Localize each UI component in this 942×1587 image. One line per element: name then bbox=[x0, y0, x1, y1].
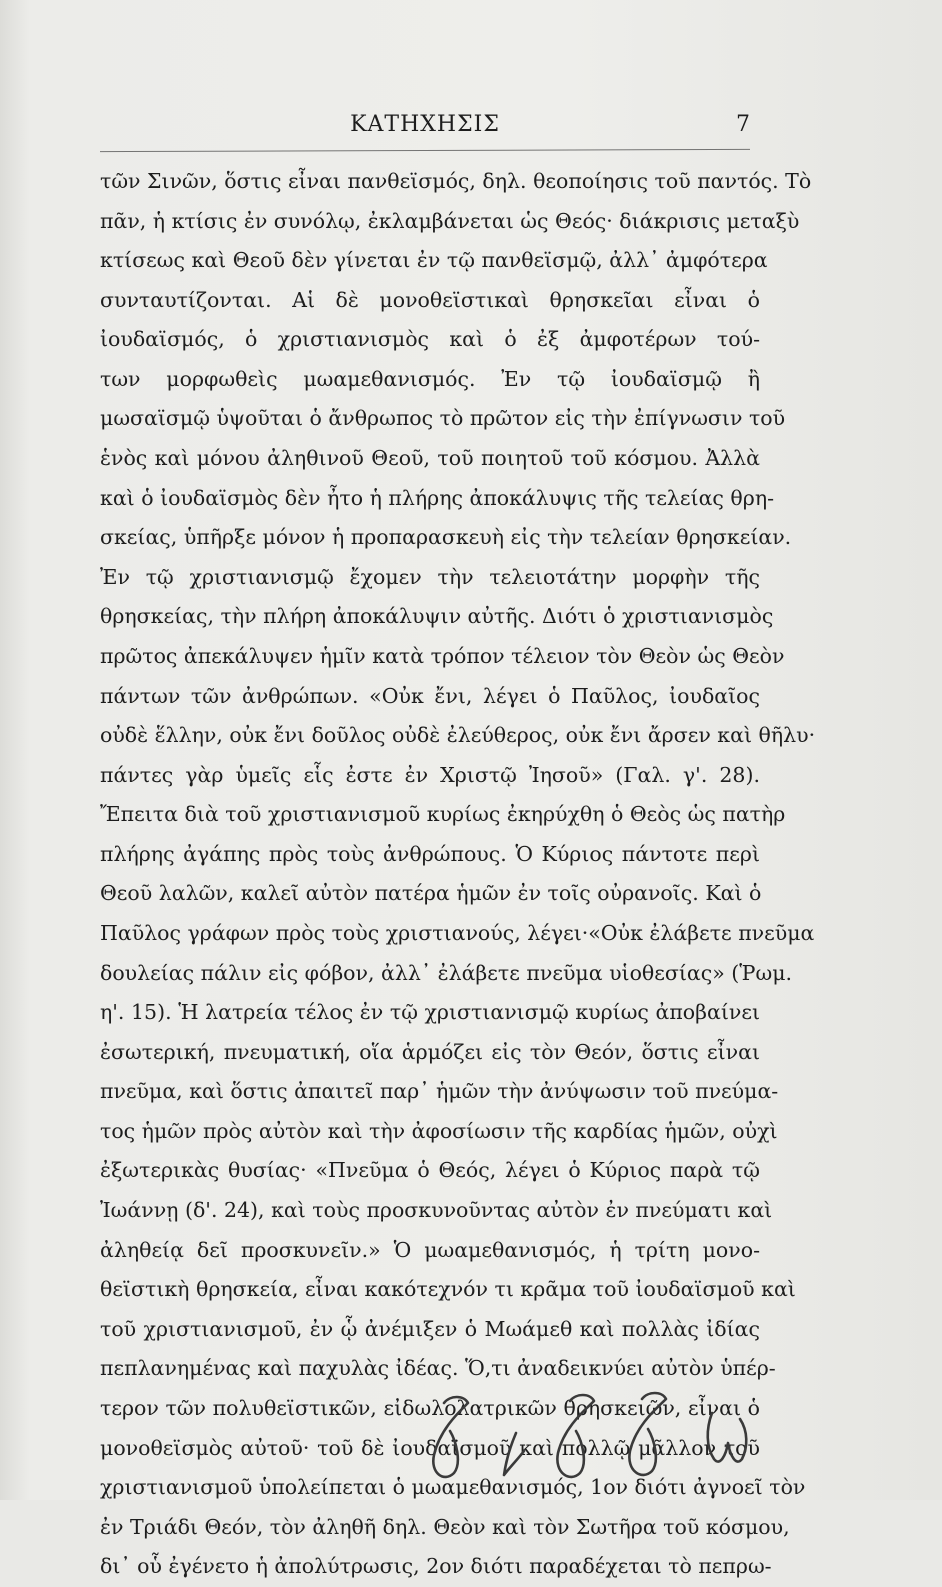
text-line: μωσαϊσμῷ ὑψοῦται ὁ ἄνθρωπος τὸ πρῶτον εἰς τὴν ἐπίγνωσιν τοῦ bbox=[100, 406, 786, 431]
text-line: κτίσεως καὶ Θεοῦ δὲν γίνεται ἐν τῷ πανθεϊσμῷ, ἀλλ᾽ ἀμφότερα bbox=[100, 248, 768, 273]
text-line: Ἔπειτα διὰ τοῦ χριστιανισμοῦ κυρίως ἐκηρύχθη ὁ Θεὸς ὡς πατὴρ bbox=[100, 802, 786, 827]
text-line: ἑνὸς καὶ μόνου ἀληθινοῦ Θεοῦ, τοῦ ποιητοῦ τοῦ κόσμου. Ἀλλὰ bbox=[100, 446, 760, 471]
text-line: Θεοῦ λαλῶν, καλεῖ αὐτὸν πατέρα ἡμῶν ἐν τοῖς οὐρανοῖς. Καὶ ὁ bbox=[100, 881, 762, 906]
text-line: ἐσωτερική, πνευματική, οἵα ἁρμόζει εἰς τὸν Θεόν, ὅστις εἶναι bbox=[100, 1039, 760, 1064]
text-line: τος ἡμῶν πρὸς αὐτὸν καὶ τὴν ἀφοσίωσιν τῆς καρδίας ἡμῶν, οὐχὶ bbox=[100, 1118, 778, 1143]
text-line: πλήρης ἀγάπης πρὸς τοὺς ἀνθρώπους. Ὁ Κύριος πάντοτε περὶ bbox=[100, 841, 760, 866]
text-line: πᾶν, ἡ κτίσις ἐν συνόλῳ, ἐκλαμβάνεται ὡς Θεός· διάκρισις μεταξὺ bbox=[100, 208, 800, 233]
text-line: μονοθεϊσμὸς αὐτοῦ· τοῦ δὲ ἰουδαϊσμοῦ καὶ πολλῷ μᾶλλον τοῦ bbox=[100, 1435, 760, 1460]
text-line: θεϊστικὴ θρησκεία, εἶναι κακότεχνόν τι κρᾶμα τοῦ ἰουδαϊσμοῦ καὶ bbox=[100, 1277, 796, 1302]
text-line: πάντες γὰρ ὑμεῖς εἷς ἐστε ἐν Χριστῷ Ἰησοῦ» (Γαλ. γ'. 28). bbox=[100, 762, 760, 787]
text-line: Παῦλος γράφων πρὸς τοὺς χριστιανούς, λέγει·«Οὐκ ἐλάβετε πνεῦμα bbox=[100, 920, 815, 945]
text-line: καὶ ὁ ἰουδαϊσμὸς δὲν ἦτο ἡ πλήρης ἀποκάλυψις τῆς τελείας θρη- bbox=[100, 485, 775, 510]
text-line: σκείας, ὑπῆρξε μόνον ἡ προπαρασκευὴ εἰς τὴν τελείαν θρησκείαν. bbox=[100, 525, 792, 550]
text-line: τερον τῶν πολυθεϊστικῶν, εἰδωλολατρικῶν θρησκειῶν, εἶναι ὁ bbox=[100, 1395, 760, 1420]
header-rule bbox=[100, 149, 750, 156]
text-line: Ἐν τῷ χριστιανισμῷ ἔχομεν τὴν τελειοτάτην μορφὴν τῆς bbox=[100, 564, 760, 589]
text-line: δουλείας πάλιν εἰς φόβον, ἀλλ᾽ ἐλάβετε πνεῦμα υἱοθεσίας» (Ῥωμ. bbox=[100, 960, 793, 985]
text-line: των μορφωθεὶς μωαμεθανισμός. Ἐν τῷ ἰουδαϊσμῷ ἢ bbox=[100, 366, 760, 391]
running-title: ΚΑΤΗΧΗΣΙΣ bbox=[350, 112, 500, 137]
text-line: η'. 15). Ἡ λατρεία τέλος ἐν τῷ χριστιανισμῷ κυρίως ἀποβαίνει bbox=[100, 1000, 760, 1025]
text-line: Ἰωάννῃ (δ'. 24), καὶ τοὺς προσκυνοῦντας αὐτὸν ἐν πνεύματι καὶ bbox=[100, 1198, 773, 1223]
text-line: πάντων τῶν ἀνθρώπων. «Οὐκ ἔνι, λέγει ὁ Παῦλος, ἰουδαῖος bbox=[100, 683, 760, 708]
text-line: ἰουδαϊσμός, ὁ χριστιανισμὸς καὶ ὁ ἐξ ἀμφοτέρων τού- bbox=[100, 327, 760, 352]
handwritten-annotation bbox=[420, 1385, 760, 1490]
text-line: οὐδὲ ἕλλην, οὐκ ἔνι δοῦλος οὐδὲ ἐλεύθερος, οὐκ ἔνι ἄρσεν καὶ θῆλυ· bbox=[100, 723, 816, 748]
text-line: τῶν Σινῶν, ὅστις εἶναι πανθεϊσμός, δηλ. θεοποίησις τοῦ παντός. Τὸ bbox=[100, 169, 812, 193]
page-header bbox=[100, 112, 750, 152]
text-line: ἀληθείᾳ δεῖ προσκυνεῖν.» Ὁ μωαμεθανισμός, ἡ τρίτη μονο- bbox=[100, 1237, 760, 1262]
text-line: πνεῦμα, καὶ ὅστις ἀπαιτεῖ παρ᾽ ἡμῶν τὴν ἀνύψωσιν τοῦ πνεύμα- bbox=[100, 1079, 779, 1104]
body-text bbox=[100, 162, 816, 1587]
text-line: τοῦ χριστιανισμοῦ, ἐν ᾧ ἀνέμιξεν ὁ Μωάμεθ καὶ πολλὰς ἰδίας bbox=[100, 1316, 760, 1341]
page-number: 7 bbox=[736, 112, 750, 137]
text-line: πεπλανημένας καὶ παχυλὰς ἰδέας. Ὅ,τι ἀναδεικνύει αὐτὸν ὑπέρ- bbox=[100, 1356, 776, 1381]
text-line: συνταυτίζονται. Αἱ δὲ μονοθεϊστικαὶ θρησκεῖαι εἶναι ὁ bbox=[100, 287, 760, 312]
text-line: πρῶτος ἀπεκάλυψεν ἡμῖν κατὰ τρόπον τέλειον τὸν Θεὸν ὡς Θεὸν bbox=[100, 643, 785, 668]
text-line: χριστιανισμοῦ ὑπολείπεται ὁ μωαμεθανισμός, 1ον διότι ἀγνοεῖ τὸν bbox=[100, 1475, 806, 1500]
text-line: θρησκείας, τὴν πλήρη ἀποκάλυψιν αὐτῆς. Διότι ὁ χριστιανισμὸς bbox=[100, 604, 774, 629]
text-line: δι᾽ οὗ ἐγένετο ἡ ἀπολύτρωσις, 2ον διότι παραδέχεται τὸ πεπρω- bbox=[100, 1554, 772, 1579]
text-line: ἐξωτερικὰς θυσίας· «Πνεῦμα ὁ Θεός, λέγει ὁ Κύριος παρὰ τῷ bbox=[100, 1158, 760, 1183]
text-line: ἐν Τριάδι Θεόν, τὸν ἀληθῆ δηλ. Θεὸν καὶ τὸν Σωτῆρα τοῦ κόσμου, bbox=[100, 1514, 790, 1539]
